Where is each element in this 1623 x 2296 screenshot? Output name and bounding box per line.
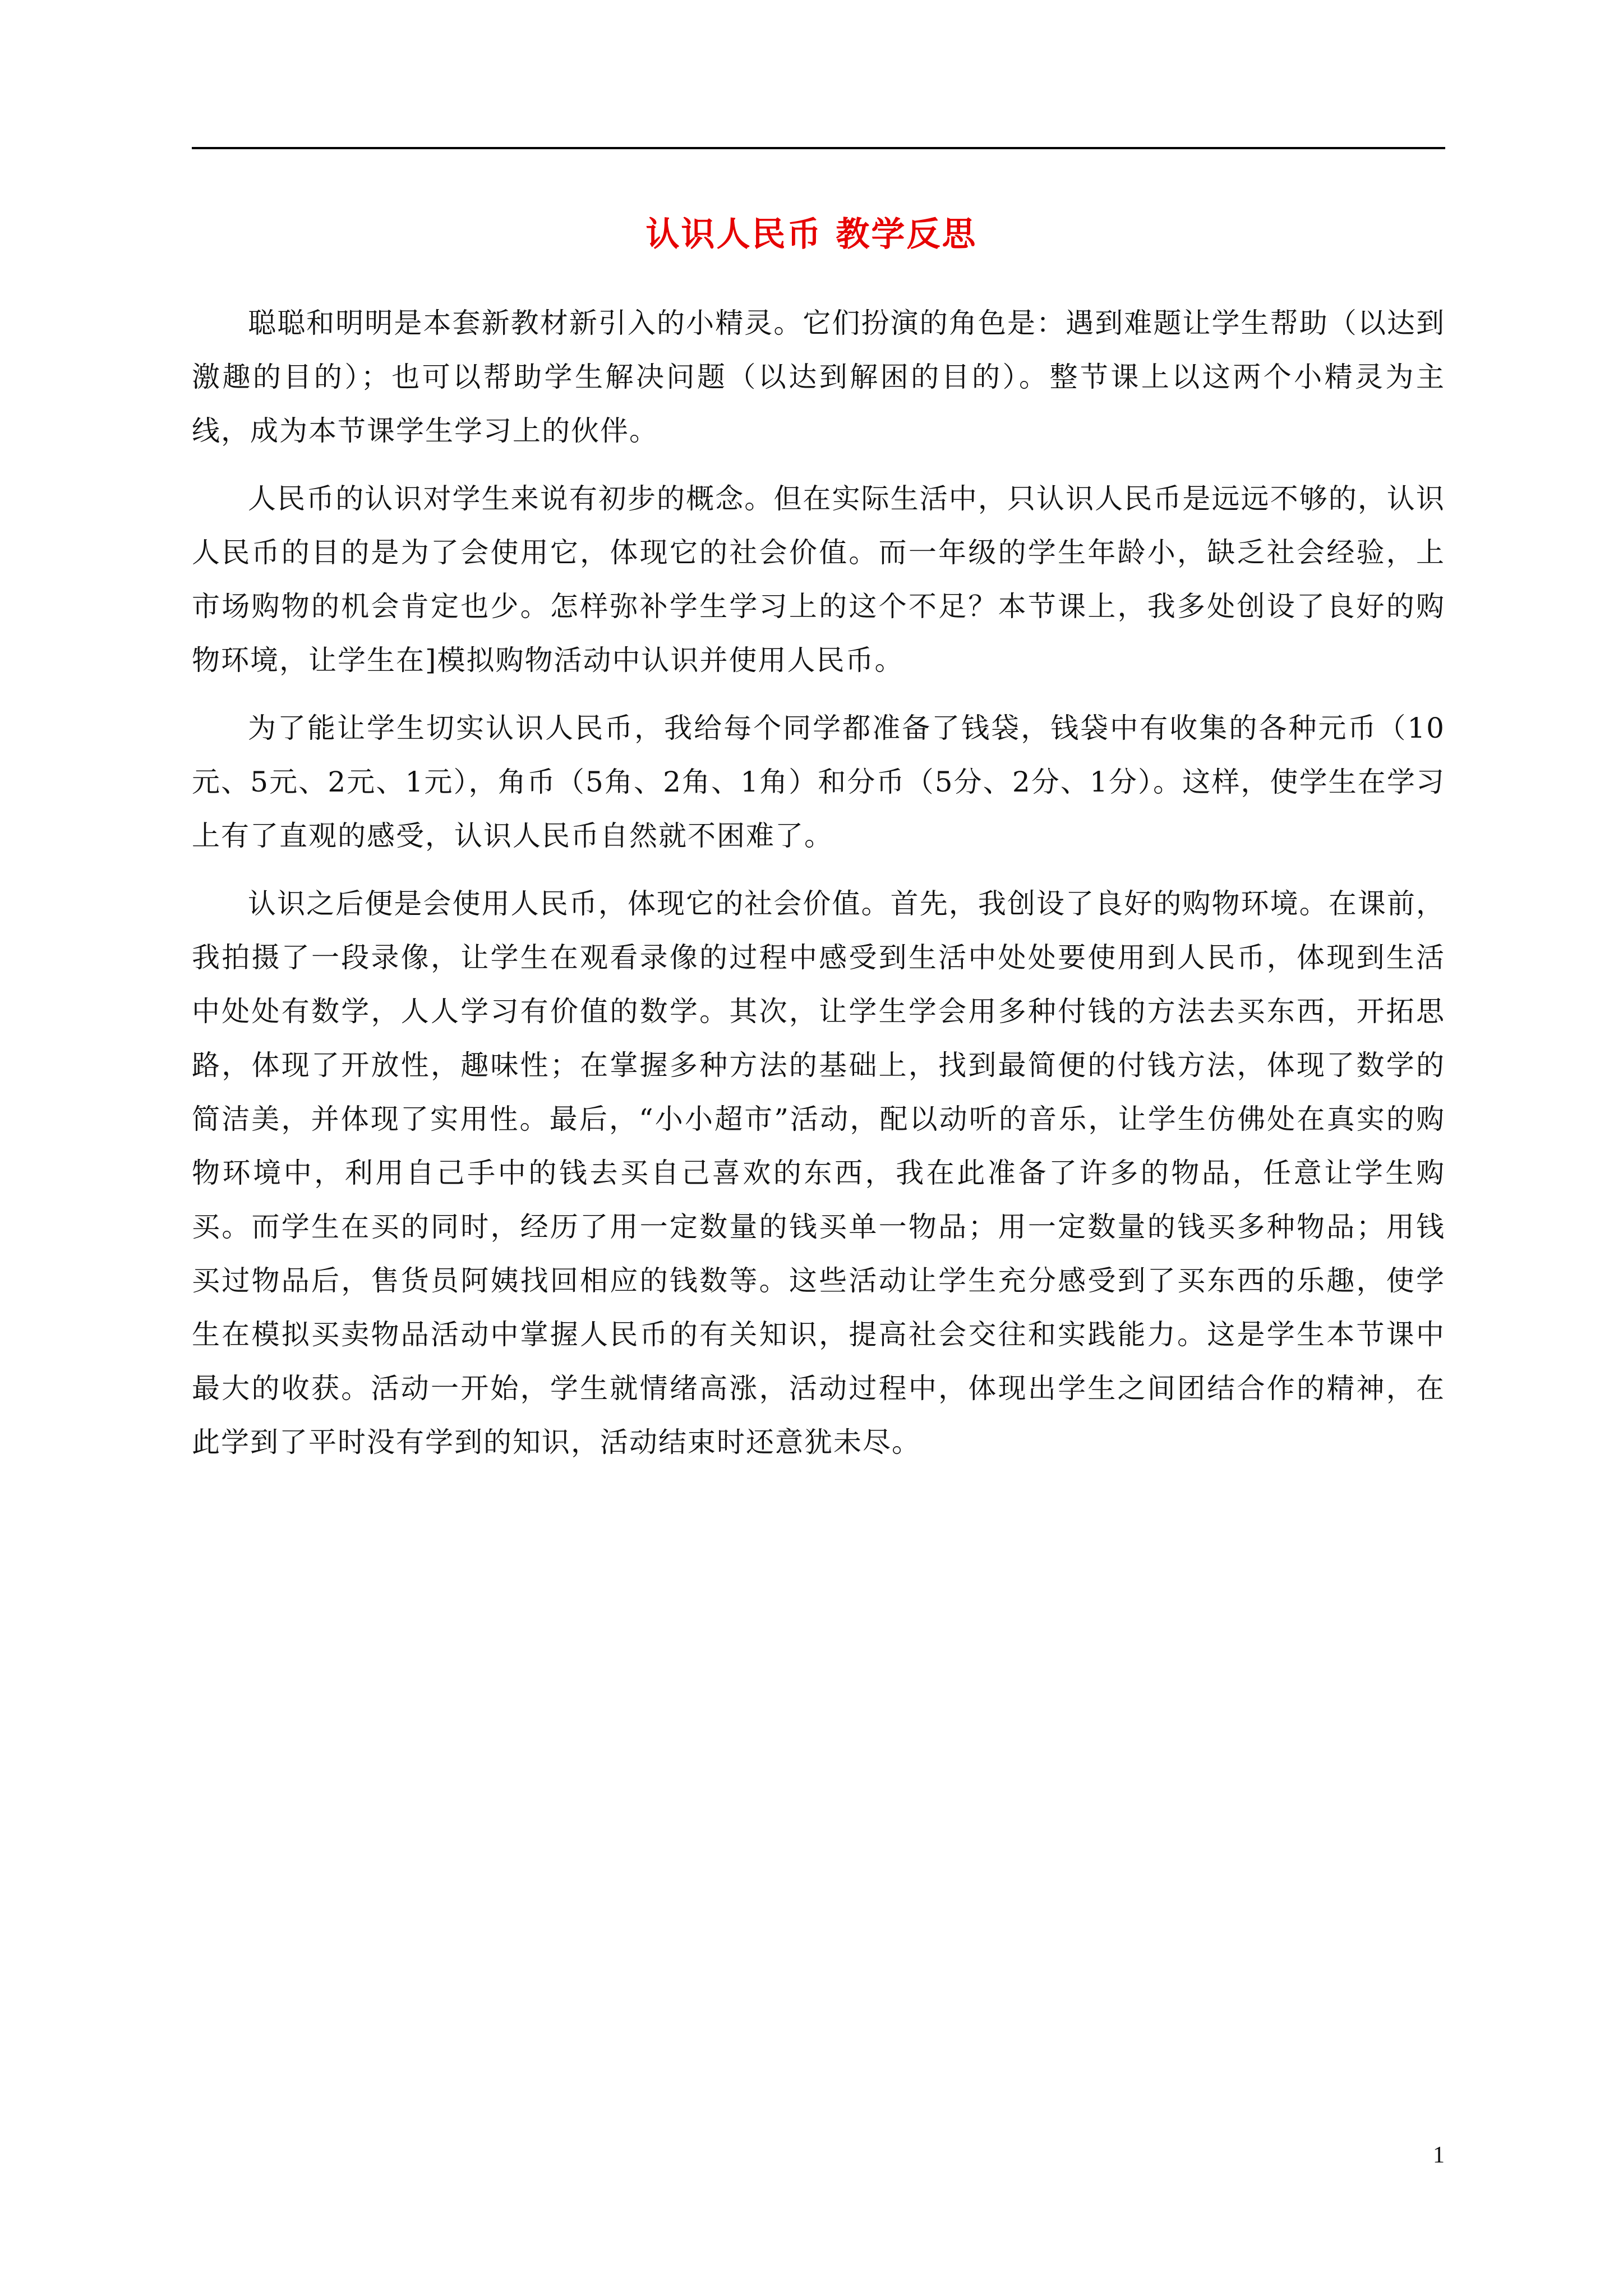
paragraph-3: 为了能让学生切实认识人民币，我给每个同学都准备了钱袋，钱袋中有收集的各种元币（10元、5元、2元、1元），角币（5角、2角、1角）和分币（5分、2分、1分）。这样，使学生在学习上有了直观的感受，认识人民币自然就不困难了。 xyxy=(192,712,1445,852)
page-number: 1 xyxy=(1433,2142,1445,2168)
document-body xyxy=(192,296,1445,1483)
header-rule xyxy=(192,147,1445,149)
paragraph-2: 人民币的认识对学生来说有初步的概念。但在实际生活中，只认识人民币是远远不够的，认识人民币的目的是为了会使用它，体现它的社会价值。而一年级的学生年龄小，缺乏社会经验，上市场购物的机会肯定也少。怎样弥补学生学习上的这个不足？本节课上，我多处创设了良好的购物环境，让学生在]模拟购物活动中认识并使用人民币。 xyxy=(192,482,1445,677)
paragraph-1: 聪聪和明明是本套新教材新引入的小精灵。它们扮演的角色是：遇到难题让学生帮助（以达到激趣的目的）；也可以帮助学生解决问题（以达到解困的目的）。整节课上以这两个小精灵为主线，成为本节课学生学习上的伙伴。 xyxy=(192,307,1445,447)
paragraph-4: 认识之后便是会使用人民币，体现它的社会价值。首先，我创设了良好的购物环境。在课前，我拍摄了一段录像，让学生在观看录像的过程中感受到生活中处处要使用到人民币，体现到生活中处处有数学，人人学习有价值的数学。其次，让学生学会用多种付钱的方法去买东西，开拓思路，体现了开放性，趣味性；在掌握多种方法的基础上，找到最简便的付钱方法，体现了数学的简洁美，并体现了实用性。最后，“小小超市”活动，配以动听的音乐，让学生仿佛处在真实的购物环境中，利用自己手中的钱去买自己喜欢的东西，我在此准备了许多的物品，任意让学生购买。而学生在买的同时，经历了用一定数量的钱买单一物品；用一定数量的钱买多种物品；用钱买过物品后，售货员阿姨找回相应的钱数等。这些活动让学生充分感受到了买东西的乐趣，使学生在模拟买卖物品活动中掌握人民币的有关知识，提高社会交往和实践能力。这是学生本节课中最大的收获。活动一开始，学生就情绪高涨，活动过程中，体现出学生之间团结合作的精神，在此学到了平时没有学到的知识，活动结束时还意犹未尽。 xyxy=(192,887,1445,1458)
document-title: 认识人民币 教学反思 xyxy=(645,215,978,254)
